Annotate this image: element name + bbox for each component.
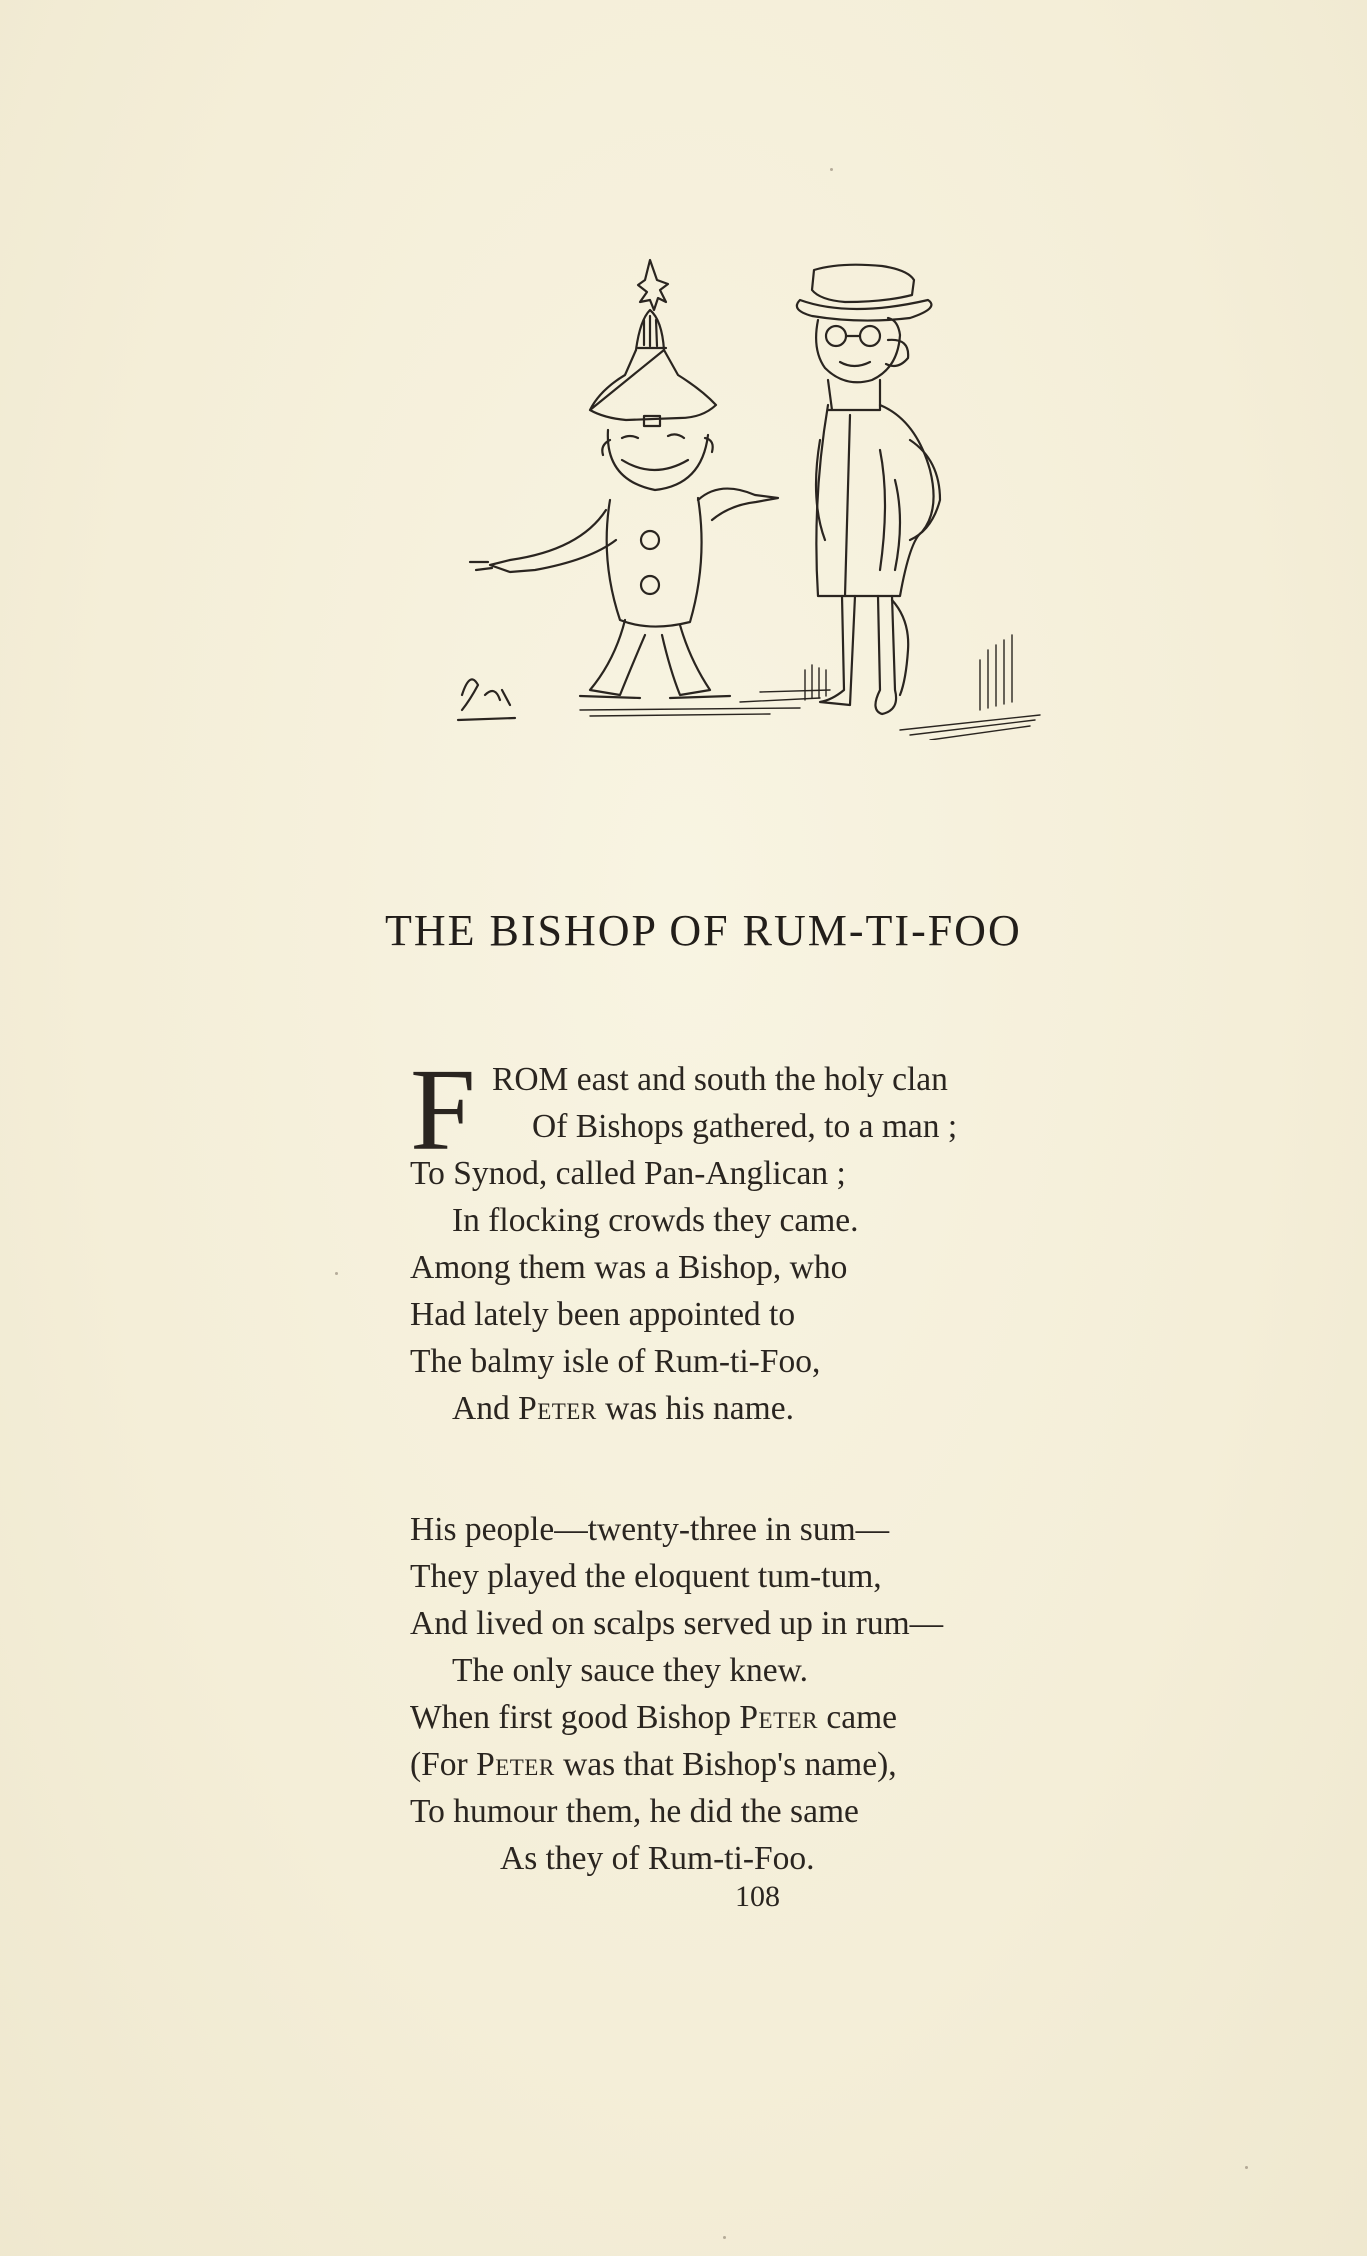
- verse-line: As they of Rum-ti-Foo.: [500, 1840, 815, 1877]
- verse-line: ROM east and south the holy clan: [492, 1061, 948, 1098]
- verse-line: [410, 1698, 897, 1738]
- verse-line: To humour them, he did the same: [410, 1793, 859, 1830]
- drop-cap: F: [410, 1044, 476, 1175]
- verse-line: [452, 1389, 794, 1429]
- verse-line: Had lately been appointed to: [410, 1296, 796, 1333]
- stanza-2: [410, 1510, 1170, 1890]
- verse-line: They played the eloquent tum-tum,: [410, 1558, 882, 1595]
- paper-speck: [830, 168, 833, 171]
- paper-speck: [723, 2236, 726, 2239]
- paper-speck: [335, 1272, 338, 1275]
- page-number: 108: [735, 1880, 780, 1913]
- verse-text: When first good Bishop: [410, 1699, 740, 1736]
- illustration: [440, 240, 1080, 740]
- verse-line: And lived on scalps served up in rum—: [410, 1605, 944, 1642]
- verse-line: [410, 1745, 897, 1785]
- name-smallcaps: Peter: [476, 1746, 555, 1783]
- verse-line: Among them was a Bishop, who: [410, 1249, 848, 1286]
- name-smallcaps: Peter: [518, 1390, 597, 1427]
- verse-text: came: [818, 1699, 898, 1736]
- verse-text: was that Bishop's name),: [554, 1746, 897, 1783]
- verse-line: In flocking crowds they came.: [452, 1202, 859, 1239]
- bishop-figure: [797, 265, 940, 714]
- paper-speck: [1245, 2166, 1248, 2169]
- verse-line: His people—twenty-three in sum—: [410, 1511, 890, 1548]
- verse-text: (For: [410, 1746, 477, 1783]
- verse-line: The balmy isle of Rum-ti-Foo,: [410, 1343, 821, 1380]
- poem-title: THE BISHOP OF RUM-TI-FOO: [385, 906, 1022, 955]
- verse-text: And: [452, 1390, 519, 1427]
- ground-hatching: [580, 635, 1040, 740]
- verse-line: To Synod, called Pan-Anglican ;: [410, 1155, 846, 1192]
- verse-line: The only sauce they knew.: [452, 1652, 808, 1689]
- stanza-1: [410, 1044, 1170, 1440]
- name-smallcaps: Peter: [739, 1699, 819, 1736]
- verse-line: Of Bishops gathered, to a man ;: [532, 1108, 958, 1145]
- verse-text: was his name.: [596, 1390, 794, 1427]
- native-figure: [458, 260, 778, 720]
